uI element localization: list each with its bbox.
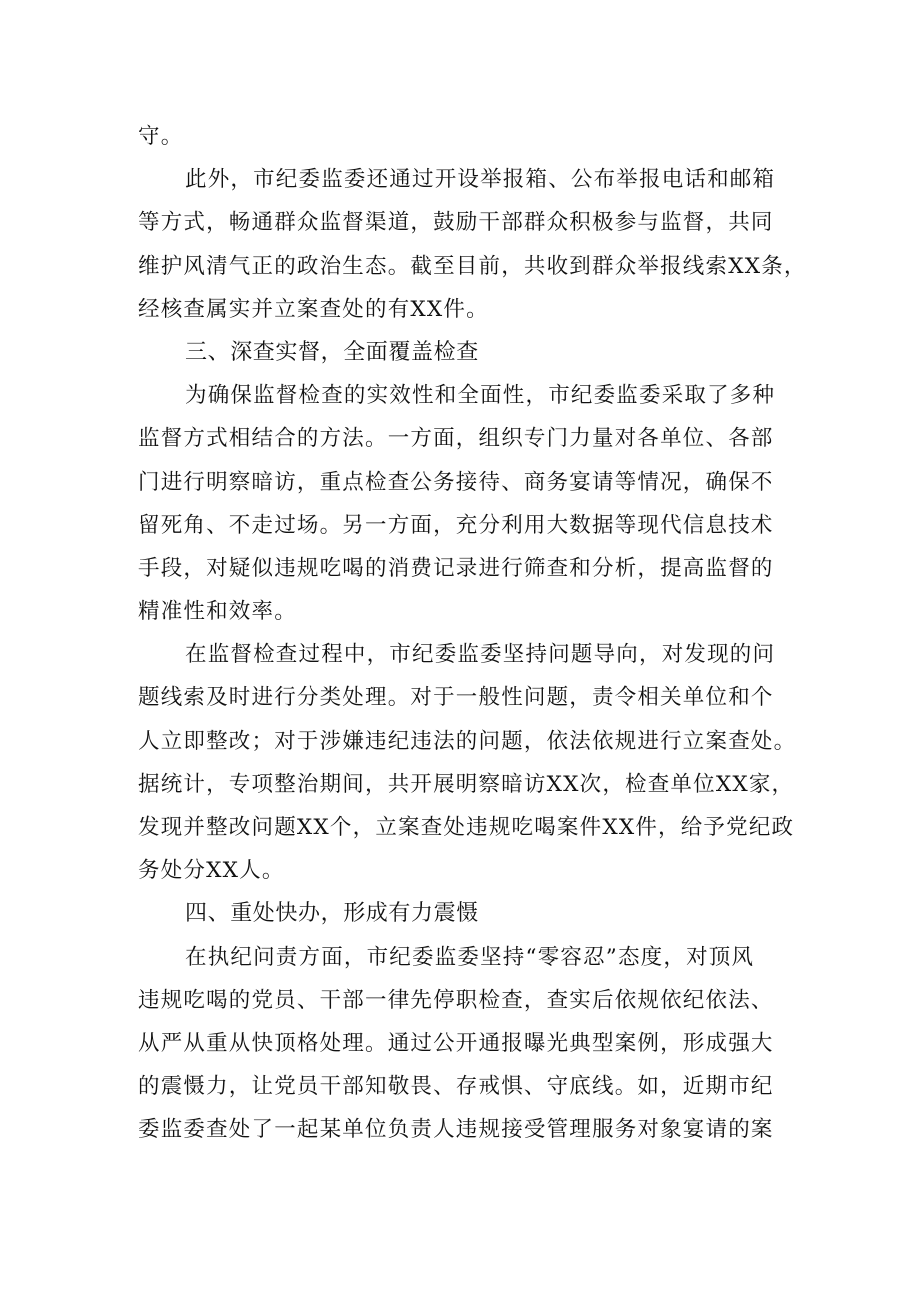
section-heading-3	[138, 331, 804, 374]
text-line: 留死角、不走过场。另一方面，充分利用大数据等现代信息技术	[138, 512, 774, 538]
paragraph-reporting-channels	[138, 158, 807, 331]
text-line: 精准性和效率。	[138, 599, 297, 625]
text-line: 经核查属实并立案查处的有XX件。	[138, 296, 489, 322]
text-line: 从严从重从快顶格处理。通过公开通报曝光典型案例，形成强大	[138, 1030, 774, 1056]
section-heading-4	[138, 892, 804, 935]
text-line: 为确保监督检查的实效性和全面性，市纪委监委采取了多种	[185, 383, 776, 409]
text-line: 的震慑力，让党员干部知敬畏、存戒惧、守底线。如，近期市纪	[138, 1074, 774, 1100]
text-line: 在监督检查过程中，市纪委监委坚持问题导向，对发现的问	[185, 642, 776, 668]
text-line: 人立即整改；对于涉嫌违纪违法的问题，依法依规进行立案查处。	[138, 728, 797, 754]
text-line: 守。	[138, 124, 184, 149]
paragraph-accountability	[138, 936, 804, 1152]
text-line: 务处分XX人。	[138, 858, 285, 884]
text-line: 题线索及时进行分类处理。对于一般性问题，责令相关单位和个	[138, 685, 774, 711]
text-line: 手段，对疑似违规吃喝的消费记录进行筛查和分析，提高监督的	[138, 555, 774, 581]
paragraph-inspection-results	[138, 633, 804, 892]
text-line: 委监委查处了一起某单位负责人违规接受管理服务对象宴请的案	[138, 1117, 774, 1143]
text-line: 监督方式相结合的方法。一方面，组织专门力量对各单位、各部	[138, 426, 774, 452]
section-heading: 三、深查实督，全面覆盖检查	[185, 339, 479, 365]
text-line: 在执纪问责方面，市纪委监委坚持“零容忍”态度，对顶风	[185, 944, 755, 970]
text-line: 门进行明察暗访，重点检查公务接待、商务宴请等情况，确保不	[138, 469, 774, 495]
paragraph-inspection-methods	[138, 374, 804, 633]
text-line: 等方式，畅通群众监督渠道，鼓励干部群众积极参与监督，共同	[138, 210, 774, 236]
text-line: 此外，市纪委监委还通过开设举报箱、公布举报电话和邮箱	[185, 167, 776, 193]
section-heading: 四、重处快办，形成有力震慑	[185, 901, 479, 927]
text-line: 违规吃喝的党员、干部一律先停职检查，查实后依规依纪依法、	[138, 987, 774, 1013]
text-line: 据统计，专项整治期间，共开展明察暗访XX次，检查单位XX家，	[138, 771, 795, 797]
text-line: 发现并整改问题XX个，立案查处违规吃喝案件XX件，给予党纪政	[138, 815, 795, 840]
text-line: 维护风清气正的政治生态。截至目前，共收到群众举报线索XX条，	[138, 253, 807, 279]
paragraph-continuation	[138, 115, 804, 158]
